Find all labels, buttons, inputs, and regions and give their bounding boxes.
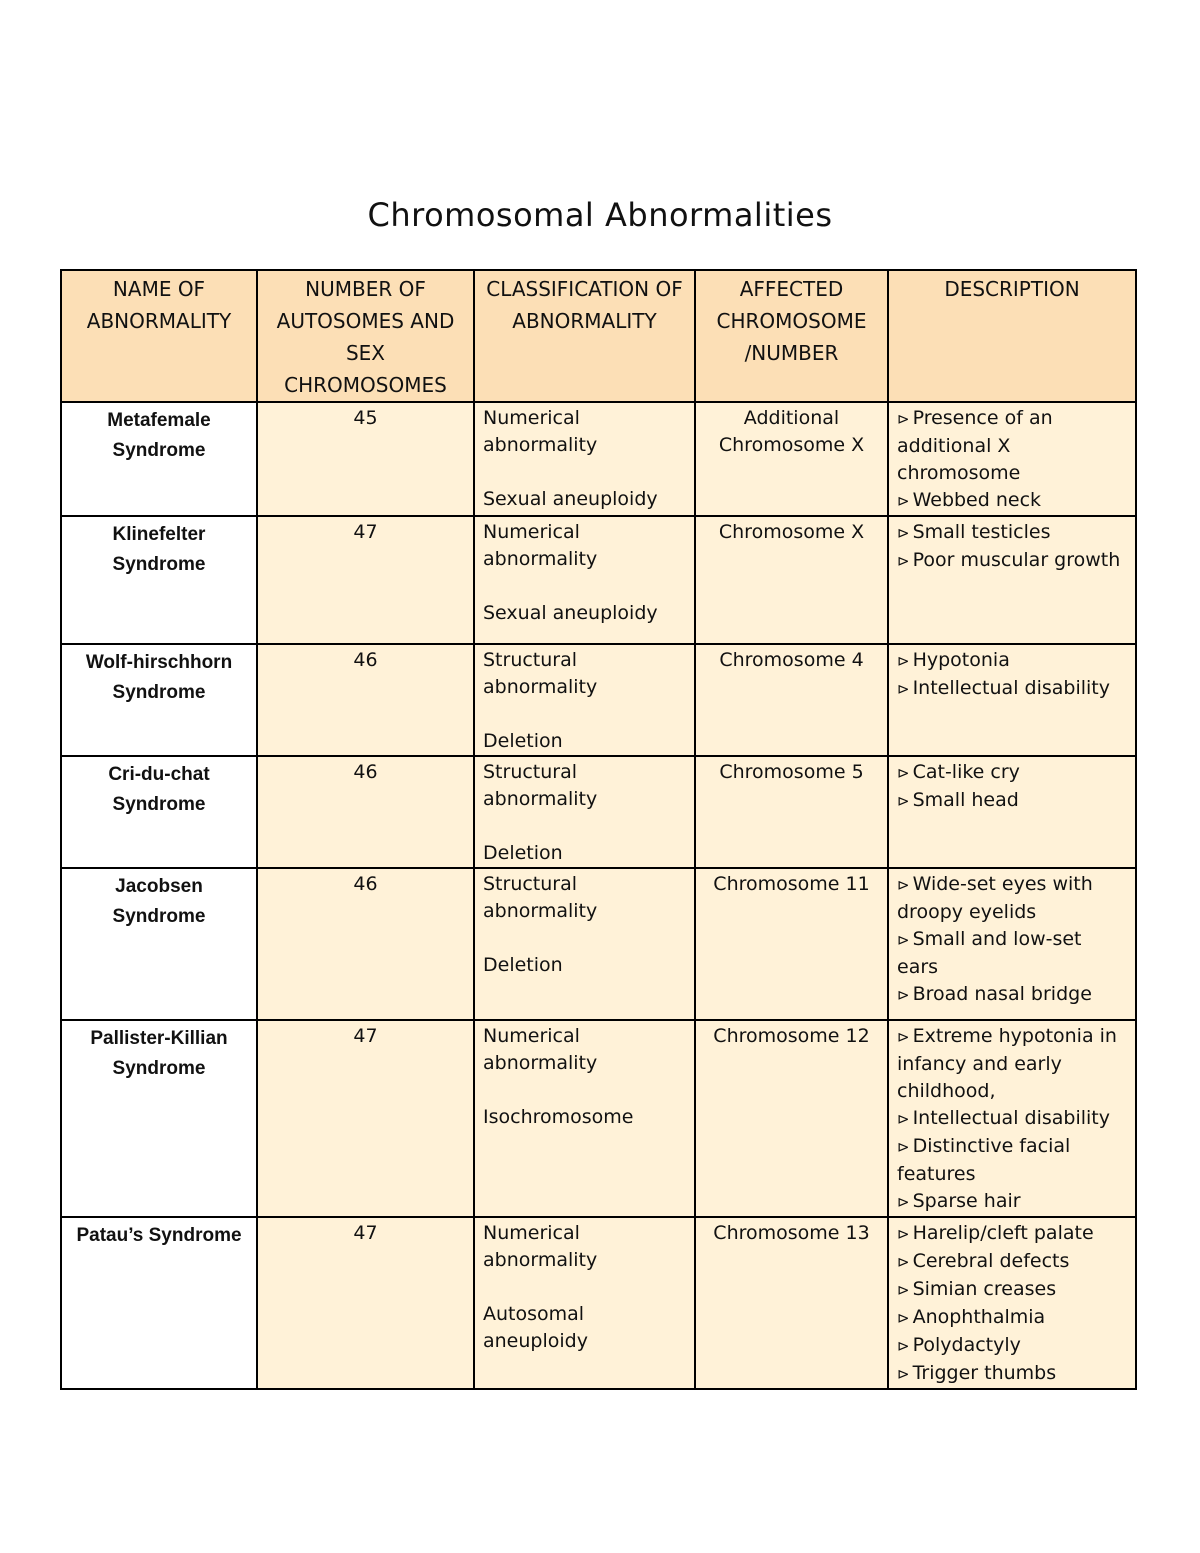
triangle-bullet-icon: ⊳ [897, 652, 910, 670]
triangle-bullet-icon: ⊳ [897, 492, 910, 510]
triangle-bullet-icon: ⊳ [897, 1365, 910, 1383]
classification-subtype: Isochromosome [483, 1106, 634, 1128]
table-row [61, 756, 1136, 868]
affected-chromosome: Chromosome X [695, 516, 888, 644]
classification-subtype: Sexual aneuploidy [483, 488, 658, 510]
description-item: ⊳ Webbed neck [897, 489, 1042, 511]
description-item: ⊳ Small and low-set ears [897, 928, 1082, 978]
affected-chromosome: Chromosome 11 [695, 868, 888, 1020]
description-item: ⊳ Extreme hypotonia in infancy and early childhood, [897, 1025, 1117, 1102]
table-row [61, 1020, 1136, 1217]
description [888, 1020, 1136, 1217]
classification-type: Numerical abnormality [483, 1222, 598, 1271]
description-item: ⊳ Anophthalmia [897, 1306, 1046, 1328]
description-item: ⊳ Distinctive facial features [897, 1135, 1071, 1185]
description [888, 1217, 1136, 1389]
triangle-bullet-icon: ⊳ [897, 931, 910, 949]
description-item: ⊳ Small testicles [897, 521, 1051, 543]
header-name: NAME OF ABNORMALITY [61, 270, 257, 402]
abnormality-name: Klinefelter Syndrome [61, 516, 257, 644]
classification [474, 868, 695, 1020]
description [888, 402, 1136, 516]
chromosome-count: 46 [257, 756, 474, 868]
triangle-bullet-icon: ⊳ [897, 552, 910, 570]
chromosome-count: 47 [257, 1020, 474, 1217]
triangle-bullet-icon: ⊳ [897, 986, 910, 1004]
classification-subtype: Deletion [483, 730, 563, 752]
chromosome-count: 47 [257, 516, 474, 644]
triangle-bullet-icon: ⊳ [897, 1028, 910, 1046]
header-row [61, 270, 1136, 402]
triangle-bullet-icon: ⊳ [897, 876, 910, 894]
affected-chromosome: Chromosome 13 [695, 1217, 888, 1389]
classification-subtype: Sexual aneuploidy [483, 602, 658, 624]
affected-chromosome: Chromosome 4 [695, 644, 888, 756]
triangle-bullet-icon: ⊳ [897, 764, 910, 782]
chromosome-count: 45 [257, 402, 474, 516]
description-item: ⊳ Intellectual disability [897, 677, 1110, 699]
classification [474, 516, 695, 644]
classification-subtype: Deletion [483, 842, 563, 864]
triangle-bullet-icon: ⊳ [897, 1253, 910, 1271]
abnormality-name: Pallister-Killian Syndrome [61, 1020, 257, 1217]
triangle-bullet-icon: ⊳ [897, 410, 910, 428]
table-row [61, 516, 1136, 644]
classification [474, 644, 695, 756]
description-item: ⊳ Cat-like cry [897, 761, 1020, 783]
abnormality-name: Cri-du-chat Syndrome [61, 756, 257, 868]
description-item: ⊳ Small head [897, 789, 1019, 811]
header-number: NUMBER OF AUTOSOMES AND SEX CHROMOSOMES [257, 270, 474, 402]
classification-subtype: Deletion [483, 954, 563, 976]
table-row [61, 644, 1136, 756]
affected-chromosome: Additional Chromosome X [695, 402, 888, 516]
page-title: Chromosomal Abnormalities [367, 196, 833, 234]
triangle-bullet-icon: ⊳ [897, 524, 910, 542]
classification-type: Structural abnormality [483, 873, 598, 922]
triangle-bullet-icon: ⊳ [897, 792, 910, 810]
table-row [61, 402, 1136, 516]
chromosome-count: 46 [257, 868, 474, 1020]
triangle-bullet-icon: ⊳ [897, 1309, 910, 1327]
triangle-bullet-icon: ⊳ [897, 1281, 910, 1299]
header-classification: CLASSIFICATION OF ABNORMALITY [474, 270, 695, 402]
abnormality-name: Metafemale Syndrome [61, 402, 257, 516]
description-item: ⊳ Trigger thumbs [897, 1362, 1057, 1384]
classification-type: Structural abnormality [483, 761, 598, 810]
chromosome-count: 47 [257, 1217, 474, 1389]
triangle-bullet-icon: ⊳ [897, 680, 910, 698]
description-item: ⊳ Wide-set eyes with droopy eyelids [897, 873, 1093, 923]
classification-type: Numerical abnormality [483, 407, 598, 456]
affected-chromosome: Chromosome 5 [695, 756, 888, 868]
description [888, 644, 1136, 756]
description-item: ⊳ Sparse hair [897, 1190, 1021, 1212]
description-item: ⊳ Polydactyly [897, 1334, 1021, 1356]
triangle-bullet-icon: ⊳ [897, 1225, 910, 1243]
header-description: DESCRIPTION [888, 270, 1136, 402]
abnormality-name: Jacobsen Syndrome [61, 868, 257, 1020]
header-affected-chromosome: AFFECTED CHROMOSOME /NUMBER [695, 270, 888, 402]
classification [474, 756, 695, 868]
description-item: ⊳ Simian creases [897, 1278, 1057, 1300]
description-item: ⊳ Intellectual disability [897, 1107, 1110, 1129]
affected-chromosome: Chromosome 12 [695, 1020, 888, 1217]
description-item: ⊳ Broad nasal bridge [897, 983, 1092, 1005]
description-item: ⊳ Hypotonia [897, 649, 1010, 671]
triangle-bullet-icon: ⊳ [897, 1138, 910, 1156]
abnormalities-table [60, 269, 1137, 1390]
classification-type: Structural abnormality [483, 649, 598, 698]
classification [474, 1020, 695, 1217]
classification [474, 402, 695, 516]
description [888, 868, 1136, 1020]
description-item: ⊳ Poor muscular growth [897, 549, 1121, 571]
description-item: ⊳ Presence of an additional X chromosome [897, 407, 1053, 484]
classification [474, 1217, 695, 1389]
abnormality-name: Patau’s Syndrome [61, 1217, 257, 1389]
triangle-bullet-icon: ⊳ [897, 1193, 910, 1211]
chromosome-count: 46 [257, 644, 474, 756]
triangle-bullet-icon: ⊳ [897, 1110, 910, 1128]
description [888, 516, 1136, 644]
abnormality-name: Wolf-hirschhorn Syndrome [61, 644, 257, 756]
classification-type: Numerical abnormality [483, 521, 598, 570]
classification-subtype: Autosomal aneuploidy [483, 1303, 588, 1352]
table-row [61, 868, 1136, 1020]
table-row [61, 1217, 1136, 1389]
description-item: ⊳ Cerebral defects [897, 1250, 1070, 1272]
description-item: ⊳ Harelip/cleft palate [897, 1222, 1094, 1244]
triangle-bullet-icon: ⊳ [897, 1337, 910, 1355]
description [888, 756, 1136, 868]
classification-type: Numerical abnormality [483, 1025, 598, 1074]
